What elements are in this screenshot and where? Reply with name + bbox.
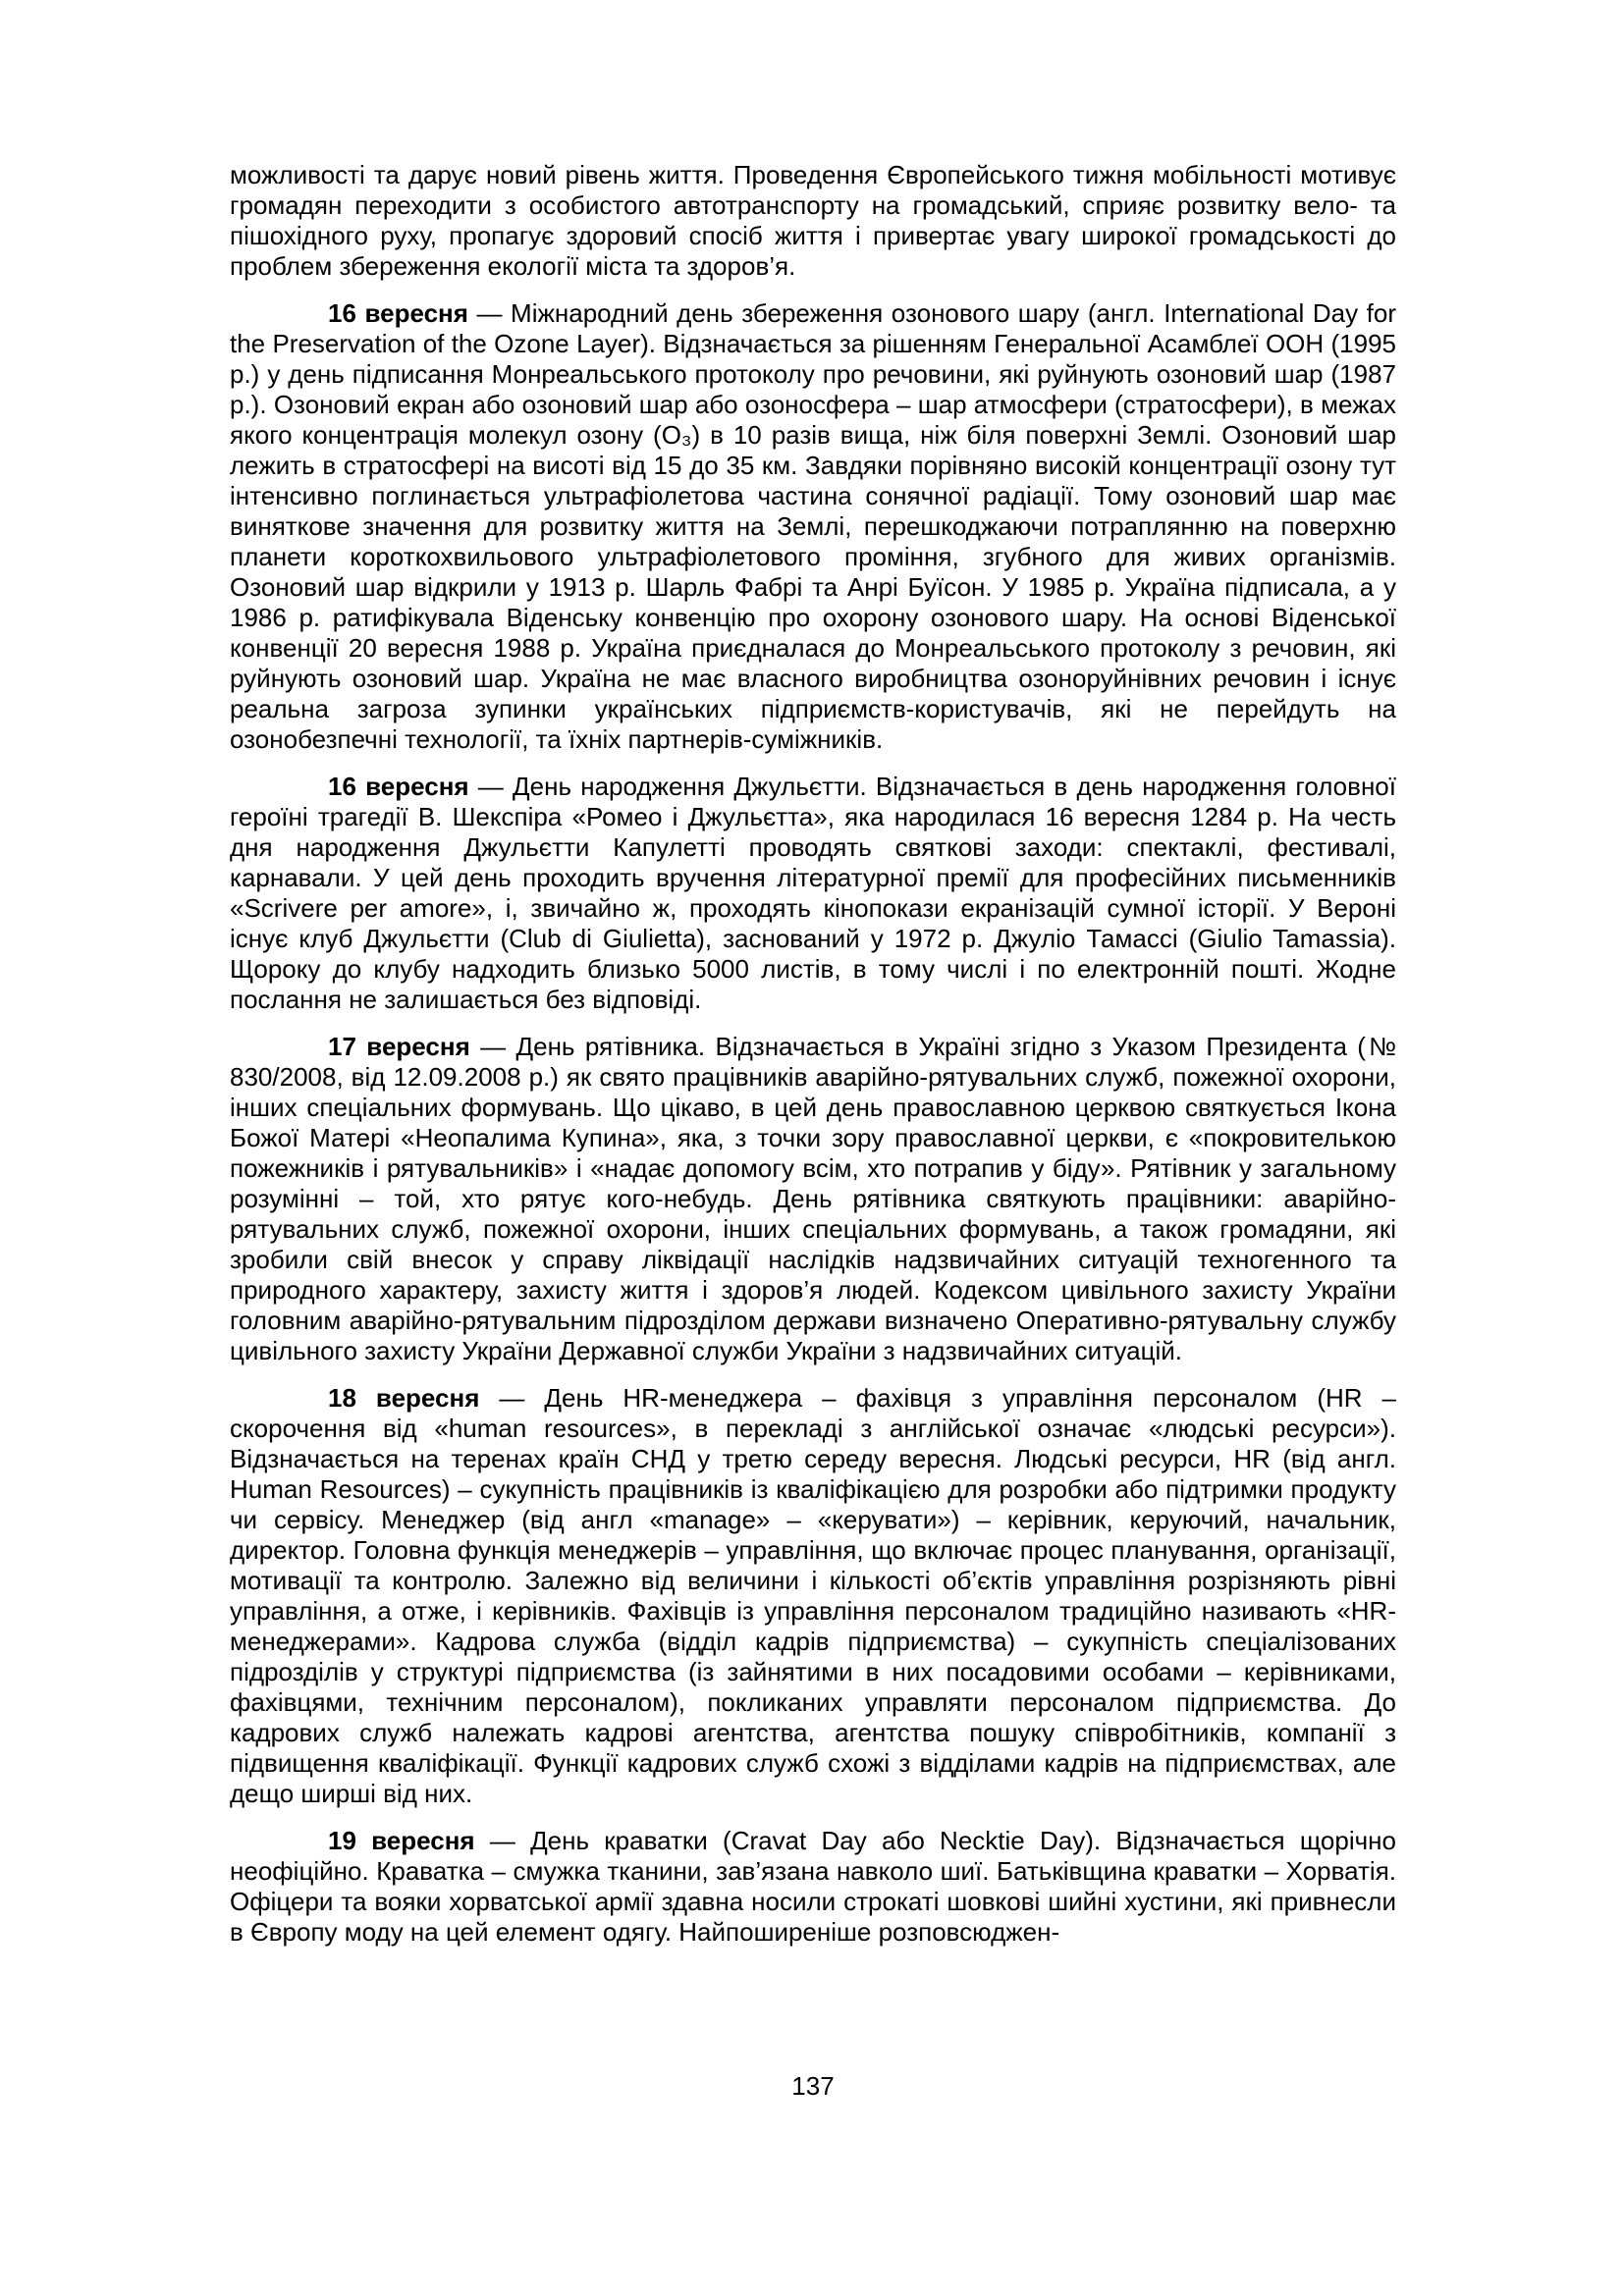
page-number: 137 [791, 2071, 835, 2101]
date-label: 17 вересня [328, 1032, 470, 1061]
paragraph-text: — День народження Джульєтти. Відзначається в день народження головної героїні трагедії В. Шекспіра «Ромео і Джульєтта», яка народилася 16 вересня 1284 р. На честь дня народження Джульєтти Капулетті проводять святкові заходи: спектаклі, фестивалі, карнавали. У цей день проходить вручення літературної премії для професійних письменників «Scrivere per amore», і, звичайно ж, проходять кінопокази екранізацій сумної історії. У Вероні існує клуб Джульєтти (Club di Giulietta), заснований у 1972 р. Джуліо Тамассі (Giulio Tamassia). Щороку до клубу надходить близько 5000 листів, в тому числі і по електронній пошті. Жодне послання не залишається без відповіді. [230, 772, 1396, 1014]
paragraph-sep16-juliet-birthday [230, 772, 1396, 1015]
date-label: 16 вересня [328, 298, 468, 328]
paragraph-sep19-necktie-day [230, 1826, 1396, 1948]
paragraph-text: — День рятівника. Відзначається в Україні згідно з Указом Президента (№ 830/2008, від 12.09.2008 р.) як свято працівників аварійно-рятувальних служб, пожежної охорони, інших спеціальних формувань. Що цікаво, в цей день православною церквою святкується Ікона Божої Матері «Неопалима Купина», яка, з точки зору православної церкви, є «покровителькою пожежників і рятувальників» і «надає допомогу всім, хто потрапив у біду». Рятівник у загальному розумінні – той, хто рятує кого-небудь. День рятівника святкують працівники: аварійно-рятувальних служб, пожежної охорони, інших спеціальних формувань, а також громадяни, які зробили свій внесок у справу ліквідації наслідків надзвичайних ситуацій техногенного та природного характеру, захисту життя і здоров’я людей. Кодексом цивільного захисту України головним аварійно-рятувальним підрозділом держави визначено Оперативно-рятувальну службу цивільного захисту України Державної служби України з надзвичайних ситуацій. [230, 1032, 1396, 1365]
paragraph-text: можливості та дарує новий рівень життя. Проведення Європейського тижня мобільності мотивує громадян переходити з особистого автотранспорту на громадський, сприяє розвитку вело- та пішохідного руху, пропагує здоровий спосіб життя і привертає увагу широкої громадськості до проблем збереження екології міста та здоров’я. [230, 160, 1396, 281]
date-label: 18 вересня [328, 1383, 480, 1413]
date-label: 19 вересня [328, 1826, 475, 1855]
paragraph-text: — Міжнародний день збереження озонового шару (англ. International Day for the Preservation of the Ozone Layer). Відзначається за рішенням Генеральної Асамблеї ООН (1995 р.) у день підписання Монреальського протоколу про речовини, які руйнують озоновий шар (1987 р.). Озоновий екран або озоновий шар або озоносфера – шар атмосфери (стратосфери), в межах якого концентрація молекул озону (О₃) в 10 разів вища, ніж біля поверхні Землі. Озоновий шар лежить в стратосфері на висоті від 15 до 35 км. Завдяки порівняно високій концентрації озону тут інтенсивно поглинається ультрафіолетова частина сонячної радіації. Тому озоновий шар має виняткове значення для розвитку життя на Землі, перешкоджаючи потраплянню на поверхню планети короткохвильового ультрафіолетового проміння, згубного для живих організмів. Озоновий шар відкрили у 1913 р. Шарль Фабрі та Анрі Буїсон. У 1985 р. Україна підписала, а у 1986 р. ратифікувала Віденську конвенцію про охорону озонового шару. На основі Віденської конвенції 20 вересня 1988 р. Україна приєдналася до Монреальського протоколу з речовин, які руйнують озоновий шар. Україна не має власного виробництва озоноруйнівних речовин і існує реальна загроза зупинки українських підприємств-користувачів, які не перейдуть на озонобезпечні технології, та їхніх партнерів-суміжників. [230, 298, 1397, 754]
paragraph-sep17-rescuer-day [230, 1032, 1396, 1366]
paragraph-sep18-hr-manager-day [230, 1383, 1396, 1809]
text-block [230, 160, 1396, 1948]
paragraph-sep16-ozone-layer-day [230, 298, 1396, 755]
date-label: 16 вересня [328, 772, 469, 801]
paragraph-text: — День HR-менеджера – фахівця з управління персоналом (HR – скорочення від «human resources», в перекладі з англійської означає «людські ресурси»). Відзначається на теренах країн СНД у третю середу вересня. Людські ресурси, HR (від англ. Human Resources) – сукупність працівників із кваліфікацією для розробки або підтримки продукту чи сервісу. Менеджер (від англ «manage» – «керувати») – керівник, керуючий, начальник, директор. Головна функція менеджерів – управління, що включає процес планування, організації, мотивації та контролю. Залежно від величини і кількості об’єктів управління розрізняють рівні управління, а отже, і керівників. Фахівців із управління персоналом традиційно називають «HR-менеджерами». Кадрова служба (відділ кадрів підприємства) – сукупність спеціалізованих підрозділів у структурі підприємства (із зайнятими в них посадовими особами – керівниками, фахівцями, технічним персоналом), покликаних управляти персоналом підприємства. До кадрових служб належать кадрові агентства, агентства пошуку співробітників, компанії з підвищення кваліфікації. Функції кадрових служб схожі з відділами кадрів на підприємствах, але дещо ширші від них. [230, 1383, 1397, 1808]
paragraph-text: — День краватки (Cravat Day або Necktie Day). Відзначається щорічно неофіційно. Краватка – смужка тканини, зав’язана навколо шиї. Батьківщина краватки – Хорватія. Офіцери та вояки хорватської армії здавна носили строкаті шовкові шийні хустини, які привнесли в Європу моду на цей елемент одягу. Найпоширеніше розповсюджен- [230, 1826, 1396, 1947]
paragraph-mobility-week-continuation [230, 160, 1396, 282]
